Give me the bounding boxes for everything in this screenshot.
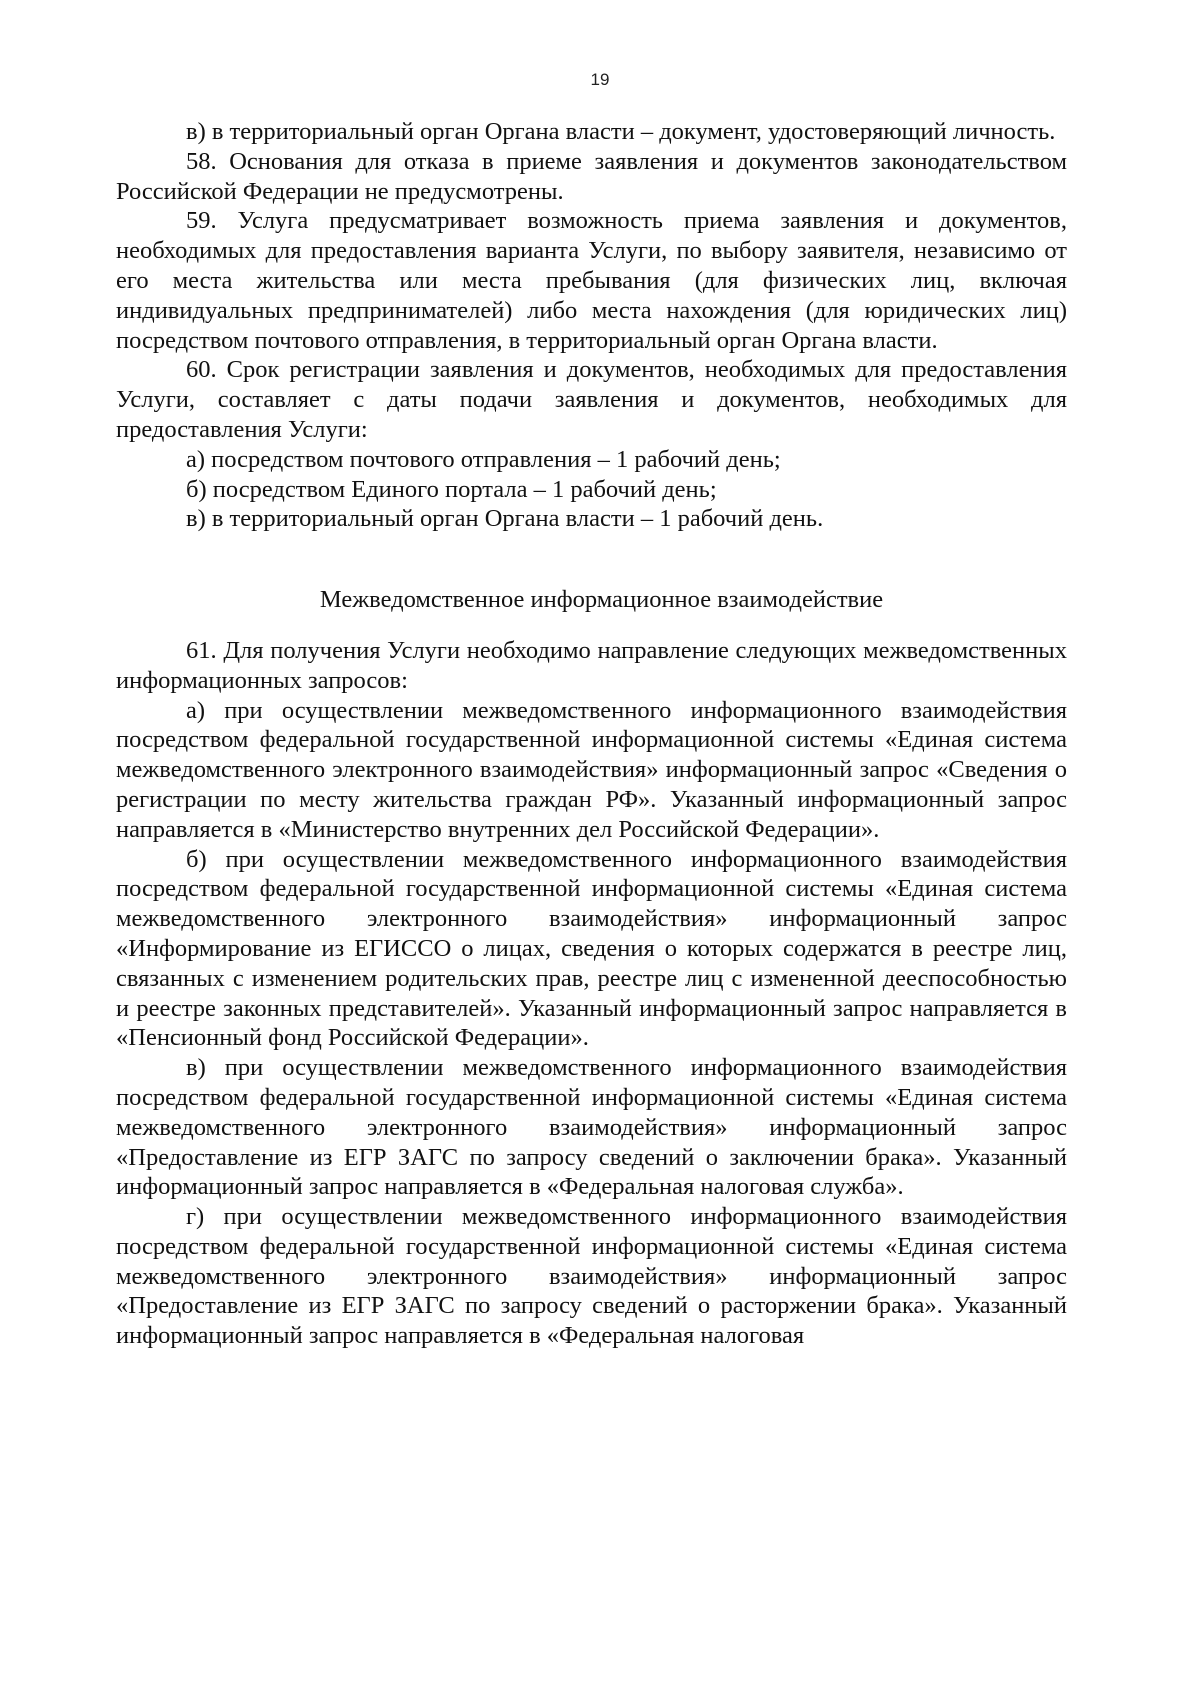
- paragraph-61-a: а) при осуществлении межведомственного информационного взаимодействия посредством федеральной государственной информационной системы «Единая система межведомственного электронного взаимодействия» информационный запрос «Сведения о регистрации по месту жительства граждан РФ». Указанный информационный запрос направляется в «Министерство внутренних дел Российской Федерации».: [116, 696, 1067, 843]
- paragraph-60: 60. Срок регистрации заявления и документов, необходимых для предоставления Услуги, составляет с даты подачи заявления и документов, необходимых для предоставления Услуги:: [116, 356, 1067, 443]
- page-number: 19: [590, 70, 610, 89]
- paragraph-61: 61. Для получения Услуги необходимо направление следующих межведомственных информационных запросов:: [116, 636, 1067, 694]
- paragraph-61-b: б) при осуществлении межведомственного информационного взаимодействия посредством федеральной государственной информационной системы «Единая система межведомственного электронного взаимодействия» информационный запрос «Информирование из ЕГИССО о лицах, сведения о которых содержатся в реестре лиц, связанных с изменением родительских прав, реестре лиц с измененной дееспособностью и реестре законных представителей». Указанный информационный запрос направляется в «Пенсионный фонд Российской Федерации».: [116, 845, 1067, 1052]
- paragraph-item-v-identity: в) в территориальный орган Органа власти – документ, удостоверяющий личность.: [186, 118, 1056, 145]
- paragraph-59: 59. Услуга предусматривает возможность приема заявления и документов, необходимых для предоставления варианта Услуги, по выбору заявителя, независимо от его места жительства или места пребывания (для физических лиц, включая индивидуальных предпринимателей) либо места нахождения (для юридических лиц) посредством почтового отправления, в территориальный орган Органа власти.: [116, 207, 1067, 354]
- document-body: [116, 117, 1067, 1351]
- paragraph-61-g: г) при осуществлении межведомственного информационного взаимодействия посредством федеральной государственной информационной системы «Единая система межведомственного электронного взаимодействия» информационный запрос «Предоставление из ЕГР ЗАГС по запросу сведений о расторжении брака». Указанный информационный запрос направляется в «Федеральная налоговая: [116, 1203, 1067, 1350]
- paragraph-60-b: б) посредством Единого портала – 1 рабочий день;: [186, 475, 717, 503]
- paragraph-60-a: а) посредством почтового отправления – 1 рабочий день;: [186, 445, 781, 473]
- paragraph-61-v: в) при осуществлении межведомственного информационного взаимодействия посредством федеральной государственной информационной системы «Единая система межведомственного электронного взаимодействия» информационный запрос «Предоставление из ЕГР ЗАГС по запросу сведений о заключении брака». Указанный информационный запрос направляется в «Федеральная налоговая служба».: [116, 1054, 1067, 1201]
- paragraph-58: 58. Основания для отказа в приеме заявления и документов законодательством Российской Федерации не предусмотрены.: [116, 147, 1067, 205]
- paragraph-60-v: в) в территориальный орган Органа власти – 1 рабочий день.: [186, 505, 824, 533]
- section-heading: Межведомственное информационное взаимодействие: [319, 586, 884, 614]
